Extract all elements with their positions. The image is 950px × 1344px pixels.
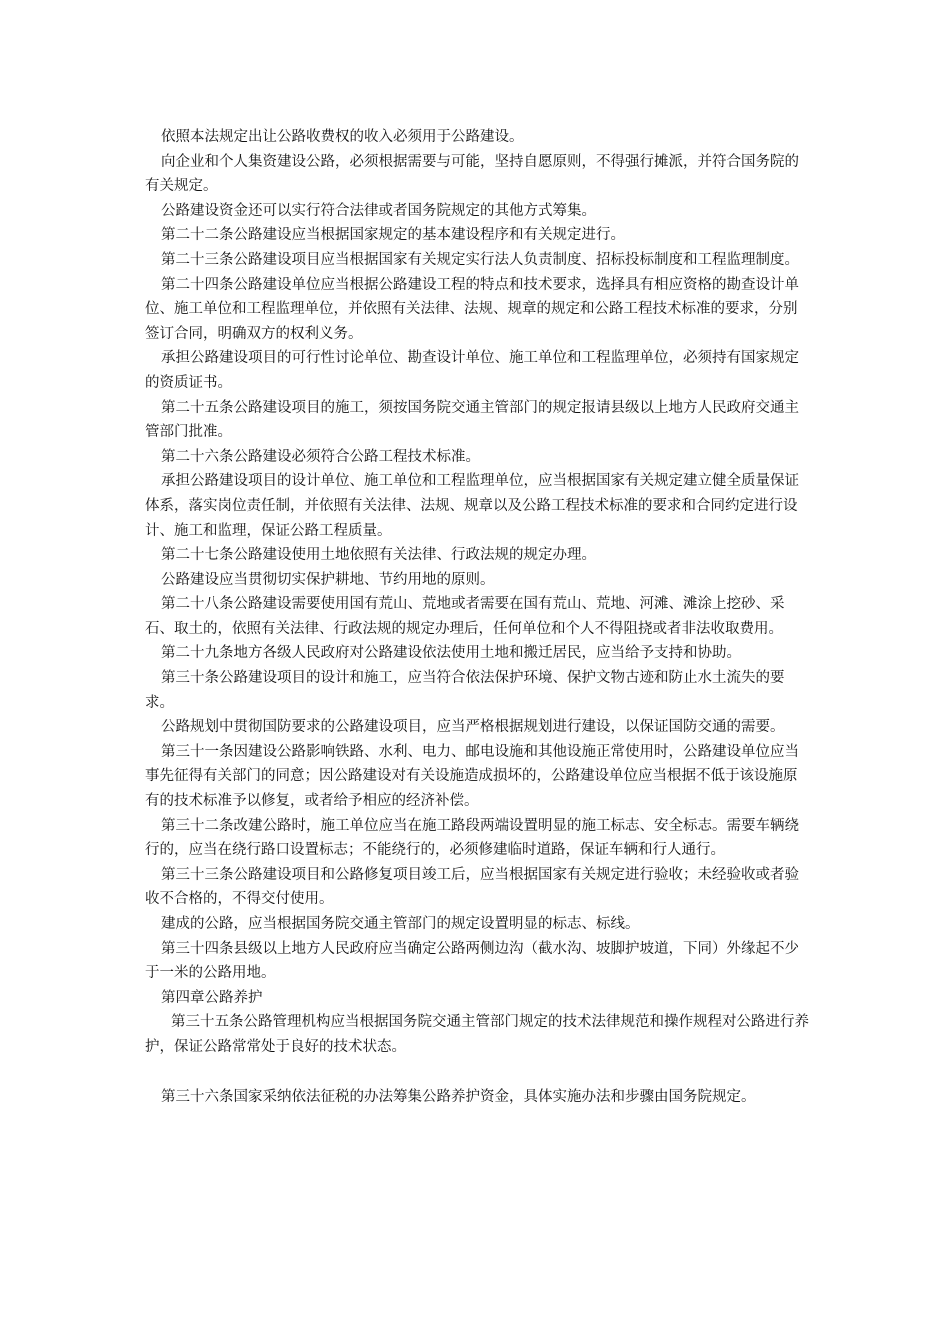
paragraph: 向企业和个人集资建设公路，必须根据需要与可能，坚持自愿原则，不得强行摊派，并符合国务院的有关规定。 — [145, 153, 799, 195]
paragraph: 第二十五条公路建设项目的施工，须按国务院交通主管部门的规定报请县级以上地方人民政府交通主管部门批准。 — [145, 399, 799, 441]
paragraph: 第二十九条地方各级人民政府对公路建设依法使用土地和搬迁居民，应当给予支持和协助。 — [161, 645, 741, 662]
paragraph: 建成的公路，应当根据国务院交通主管部门的规定设置明显的标志、标线。 — [161, 916, 640, 932]
paragraph: 第三十一条因建设公路影响铁路、水利、电力、邮电设施和其他设施正常使用时，公路建设单位应当事先征得有关部门的同意；因公路建设对有关设施造成损坏的，公路建设单位应当根据不低于该设施原有的技术标准予以修复，或者给予相应的经济补偿。 — [145, 743, 799, 810]
paragraph: 第三十六条国家采纳依法征税的办法筹集公路养护资金，具体实施办法和步骤由国务院规定。 — [161, 1088, 756, 1105]
paragraph: 公路建设资金还可以实行符合法律或者国务院规定的其他方式筹集。 — [161, 202, 596, 219]
paragraph: 第三十条公路建设项目的设计和施工，应当符合依法保护环境、保护文物古迹和防止水土流失的要求。 — [145, 670, 785, 711]
paragraph: 第二十八条公路建设需要使用国有荒山、荒地或者需要在国有荒山、荒地、河滩、滩涂上挖砂、采石、取土的，依照有关法律、行政法规的规定办理后，任何单位和个人不得阻挠或者非法收取费用。 — [145, 596, 785, 637]
paragraph: 公路建设应当贯彻切实保护耕地、节约用地的原则。 — [161, 571, 495, 588]
paragraph: 第二十六条公路建设必须符合公路工程技术标准。 — [161, 448, 480, 465]
document-body — [145, 125, 810, 1109]
paragraph: 第三十五条公路管理机构应当根据国务院交通主管部门规定的技术法律规范和操作规程对公路进行养护，保证公路常常处于良好的技术状态。 — [145, 1014, 809, 1055]
paragraph: 第三十三条公路建设项目和公路修复项目竣工后，应当根据国家有关规定进行验收；未经验收或者验收不合格的，不得交付使用。 — [145, 866, 799, 908]
paragraph: 依照本法规定出让公路收费权的收入必须用于公路建设。 — [161, 129, 524, 145]
paragraph: 第二十四条公路建设单位应当根据公路建设工程的特点和技术要求，选择具有相应资格的勘查设计单位、施工单位和工程监理单位，并依照有关法律、法规、规章的规定和公路工程技术标准的要求，分别签订合同，明确双方的权利义务。 — [145, 276, 799, 342]
paragraph: 公路规划中贯彻国防要求的公路建设项目，应当严格根据规划进行建设，以保证国防交通的需要。 — [161, 719, 785, 736]
paragraph: 第二十三条公路建设项目应当根据国家有关规定实行法人负责制度、招标投标制度和工程监理制度。 — [161, 251, 799, 268]
paragraph: 承担公路建设项目的设计单位、施工单位和工程监理单位，应当根据国家有关规定建立健全质量保证体系，落实岗位责任制，并依照有关法律、法规、规章以及公路工程技术标准的要求和合同约定进行设计、施工和监理，保证公路工程质量。 — [145, 473, 799, 539]
paragraph: 承担公路建设项目的可行性讨论单位、勘查设计单位、施工单位和工程监理单位，必须持有国家规定的资质证书。 — [145, 350, 799, 391]
chapter-heading: 第四章公路养护 — [161, 989, 263, 1006]
paragraph: 第二十二条公路建设应当根据国家规定的基本建设程序和有关规定进行。 — [161, 227, 625, 244]
paragraph: 第三十二条改建公路时，施工单位应当在施工路段两端设置明显的施工标志、安全标志。需要车辆绕行的，应当在绕行路口设置标志；不能绕行的，必须修建临时道路，保证车辆和行人通行。 — [145, 817, 799, 859]
paragraph: 第二十七条公路建设使用土地依照有关法律、行政法规的规定办理。 — [161, 547, 596, 564]
paragraph: 第三十四条县级以上地方人民政府应当确定公路两侧边沟（截水沟、坡脚护坡道，下同）外缘起不少于一米的公路用地。 — [145, 940, 799, 982]
